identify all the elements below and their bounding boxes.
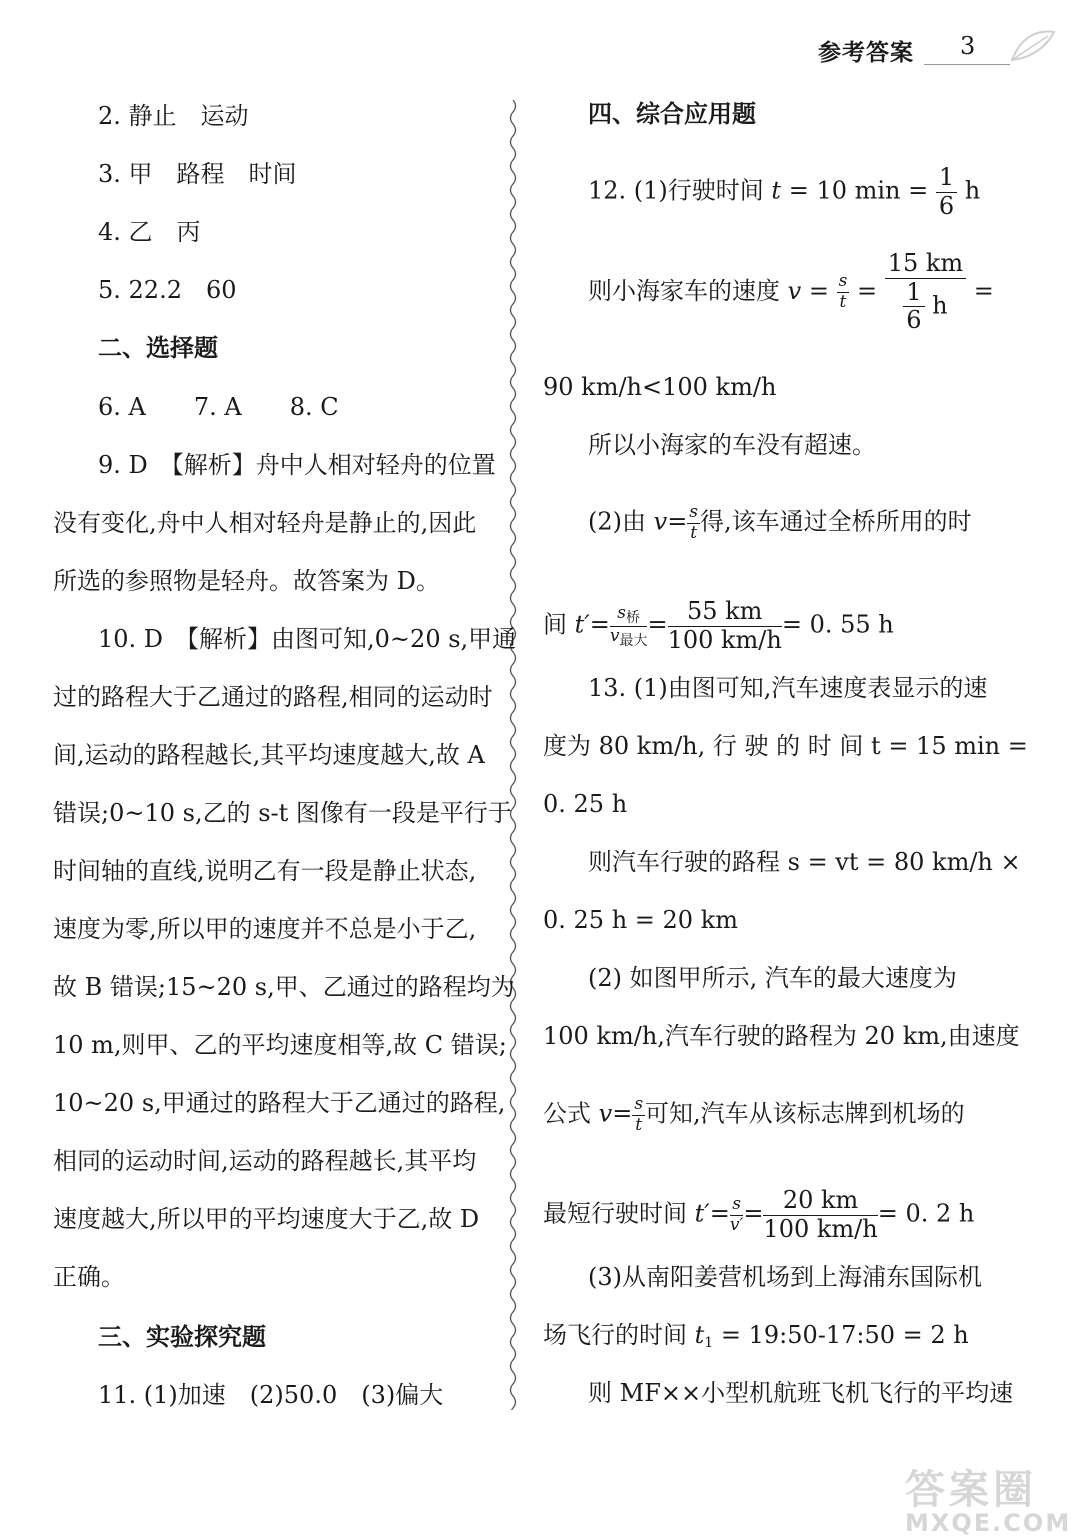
answer-10-line-4: 错误;0~10 s,乙的 s-t 图像有一段是平行于	[53, 799, 512, 827]
answer-11: 11. (1)加速 (2)50.0 (3)偏大	[98, 1381, 444, 1409]
fraction-one-sixth: $\frac{1}{6}$	[936, 164, 957, 220]
answer-10-line-8: 10 m,则甲、乙的平均速度相等,故 C 错误;	[53, 1031, 507, 1059]
fraction-s-bridge-over-v-max: $\frac{s_桥}{v_{最大}}$	[609, 602, 648, 649]
column-divider	[502, 100, 524, 1410]
fraction-s-over-t: $\frac{s}{t}$	[634, 1094, 644, 1135]
answer-13-2-line-4: 最短行驶时间 t′= $\frac{s}{v'}$ = $\frac{20 km}{100 km/h}$ = 0. 2 h	[543, 1186, 975, 1243]
answer-6-8: 6. A 7. A 8. C	[98, 393, 339, 421]
fraction-s-over-v-prime: $\frac{s}{v'}$	[729, 1194, 744, 1235]
header-rule	[924, 64, 1010, 65]
fraction-speed-calc: 15 km $\frac{1}{6}$ h	[885, 250, 966, 335]
fraction-shortest-time: $\frac{20 km}{100 km/h}$	[763, 1186, 878, 1243]
answer-13-3-line-3: 则 MF××小型机航班飞机飞行的平均速	[588, 1379, 1014, 1407]
answer-10-line-1: 10. D 【解析】由图可知,0~20 s,甲通	[98, 625, 517, 653]
answer-12-1-speed: 则小海家车的速度 v = $\frac{s}{t}$ = 15 km $\frac{1}{6}$ h =	[588, 249, 994, 335]
answer-9-line-2: 没有变化,舟中人相对轻舟是静止的,因此	[53, 509, 477, 537]
answer-10-line-2: 过的路程大于乙通过的路程,相同的运动时	[53, 683, 493, 711]
fraction-one-sixth-inner: $\frac{1}{6}$	[903, 279, 924, 335]
answer-10-line-10: 相同的运动时间,运动的路程越长,其平均	[53, 1147, 477, 1175]
header-title: 参考答案	[818, 39, 914, 66]
fraction-s-over-t: $\frac{s}{t}$	[689, 502, 699, 543]
answer-13-1-line-2: 度为 80 km/h, 行 驶 的 时 间 t = 15 min =	[543, 732, 1028, 760]
answer-13-1-line-4: 则汽车行驶的路程 s = vt = 80 km/h ×	[588, 848, 1021, 876]
answer-13-1-line-5: 0. 25 h = 20 km	[543, 906, 738, 934]
answer-12-2-line-2: 间 t′= $\frac{s_桥}{v_{最大}}$ = $\frac{55 km}{100 km/h}$ = 0. 55 h	[543, 597, 894, 654]
answer-9-line-3: 所选的参照物是轻舟。故答案为 D。	[53, 567, 440, 595]
answer-10-line-3: 间,运动的路程越长,其平均速度越大,故 A	[53, 741, 485, 769]
answer-5: 5. 22.2 60	[98, 276, 237, 304]
answer-13-2-line-2: 100 km/h,汽车行驶的路程为 20 km,由速度	[543, 1022, 1020, 1050]
answer-13-3-line-2: 场飞行的时间 $t_1$ = 19:50-17:50 = 2 h	[543, 1321, 969, 1351]
answer-13-1-line-1: 13. (1)由图可知,汽车速度表显示的速	[588, 674, 988, 702]
answer-10-line-9: 10~20 s,甲通过的路程大于乙通过的路程,	[53, 1089, 506, 1117]
fraction-bridge-time: $\frac{55 km}{100 km/h}$	[667, 597, 782, 654]
section-heading-application: 四、综合应用题	[588, 99, 756, 128]
answer-10-line-7: 故 B 错误;15~20 s,甲、乙通过的路程均为	[53, 973, 515, 1001]
answer-12-1-conclusion: 所以小海家的车没有超速。	[588, 431, 876, 459]
watermark-logo: 答案圈 MXQE.COM	[905, 1467, 1072, 1537]
leaf-ornament-icon	[1008, 28, 1058, 64]
answer-10-line-6: 速度为零,所以甲的速度并不总是小于乙,	[53, 915, 477, 943]
page-number: 3	[960, 32, 976, 60]
answer-9-line-1: 9. D 【解析】舟中人相对轻舟的位置	[98, 451, 496, 479]
answer-10-line-12: 正确。	[53, 1263, 125, 1291]
answer-13-2-line-1: (2) 如图甲所示, 汽车的最大速度为	[588, 964, 957, 992]
section-heading-choice: 二、选择题	[98, 333, 218, 362]
answer-4: 4. 乙 丙	[98, 218, 201, 246]
answer-12-1-result: 90 km/h<100 km/h	[543, 373, 777, 401]
answer-2: 2. 静止 运动	[98, 102, 249, 130]
answer-10-line-5: 时间轴的直线,说明乙有一段是静止状态,	[53, 857, 477, 885]
answer-3: 3. 甲 路程 时间	[98, 160, 297, 188]
answer-13-1-line-3: 0. 25 h	[543, 790, 628, 818]
section-heading-experiment: 三、实验探究题	[98, 1322, 266, 1351]
answer-13-3-line-1: (3)从南阳姜营机场到上海浦东国际机	[588, 1263, 982, 1291]
answer-12-1-time: 12. (1)行驶时间 t = 10 min = $\frac{1}{6}$ h	[588, 163, 981, 220]
fraction-s-over-t: $\frac{s}{t}$	[838, 271, 848, 312]
answer-10-line-11: 速度越大,所以甲的平均速度大于乙,故 D	[53, 1205, 480, 1233]
answer-12-2-line-1: (2)由 v= $\frac{s}{t}$ 得,该车通过全桥所用的时	[588, 502, 972, 543]
answer-13-2-line-3: 公式 v= $\frac{s}{t}$ 可知,汽车从该标志牌到机场的	[543, 1094, 965, 1135]
